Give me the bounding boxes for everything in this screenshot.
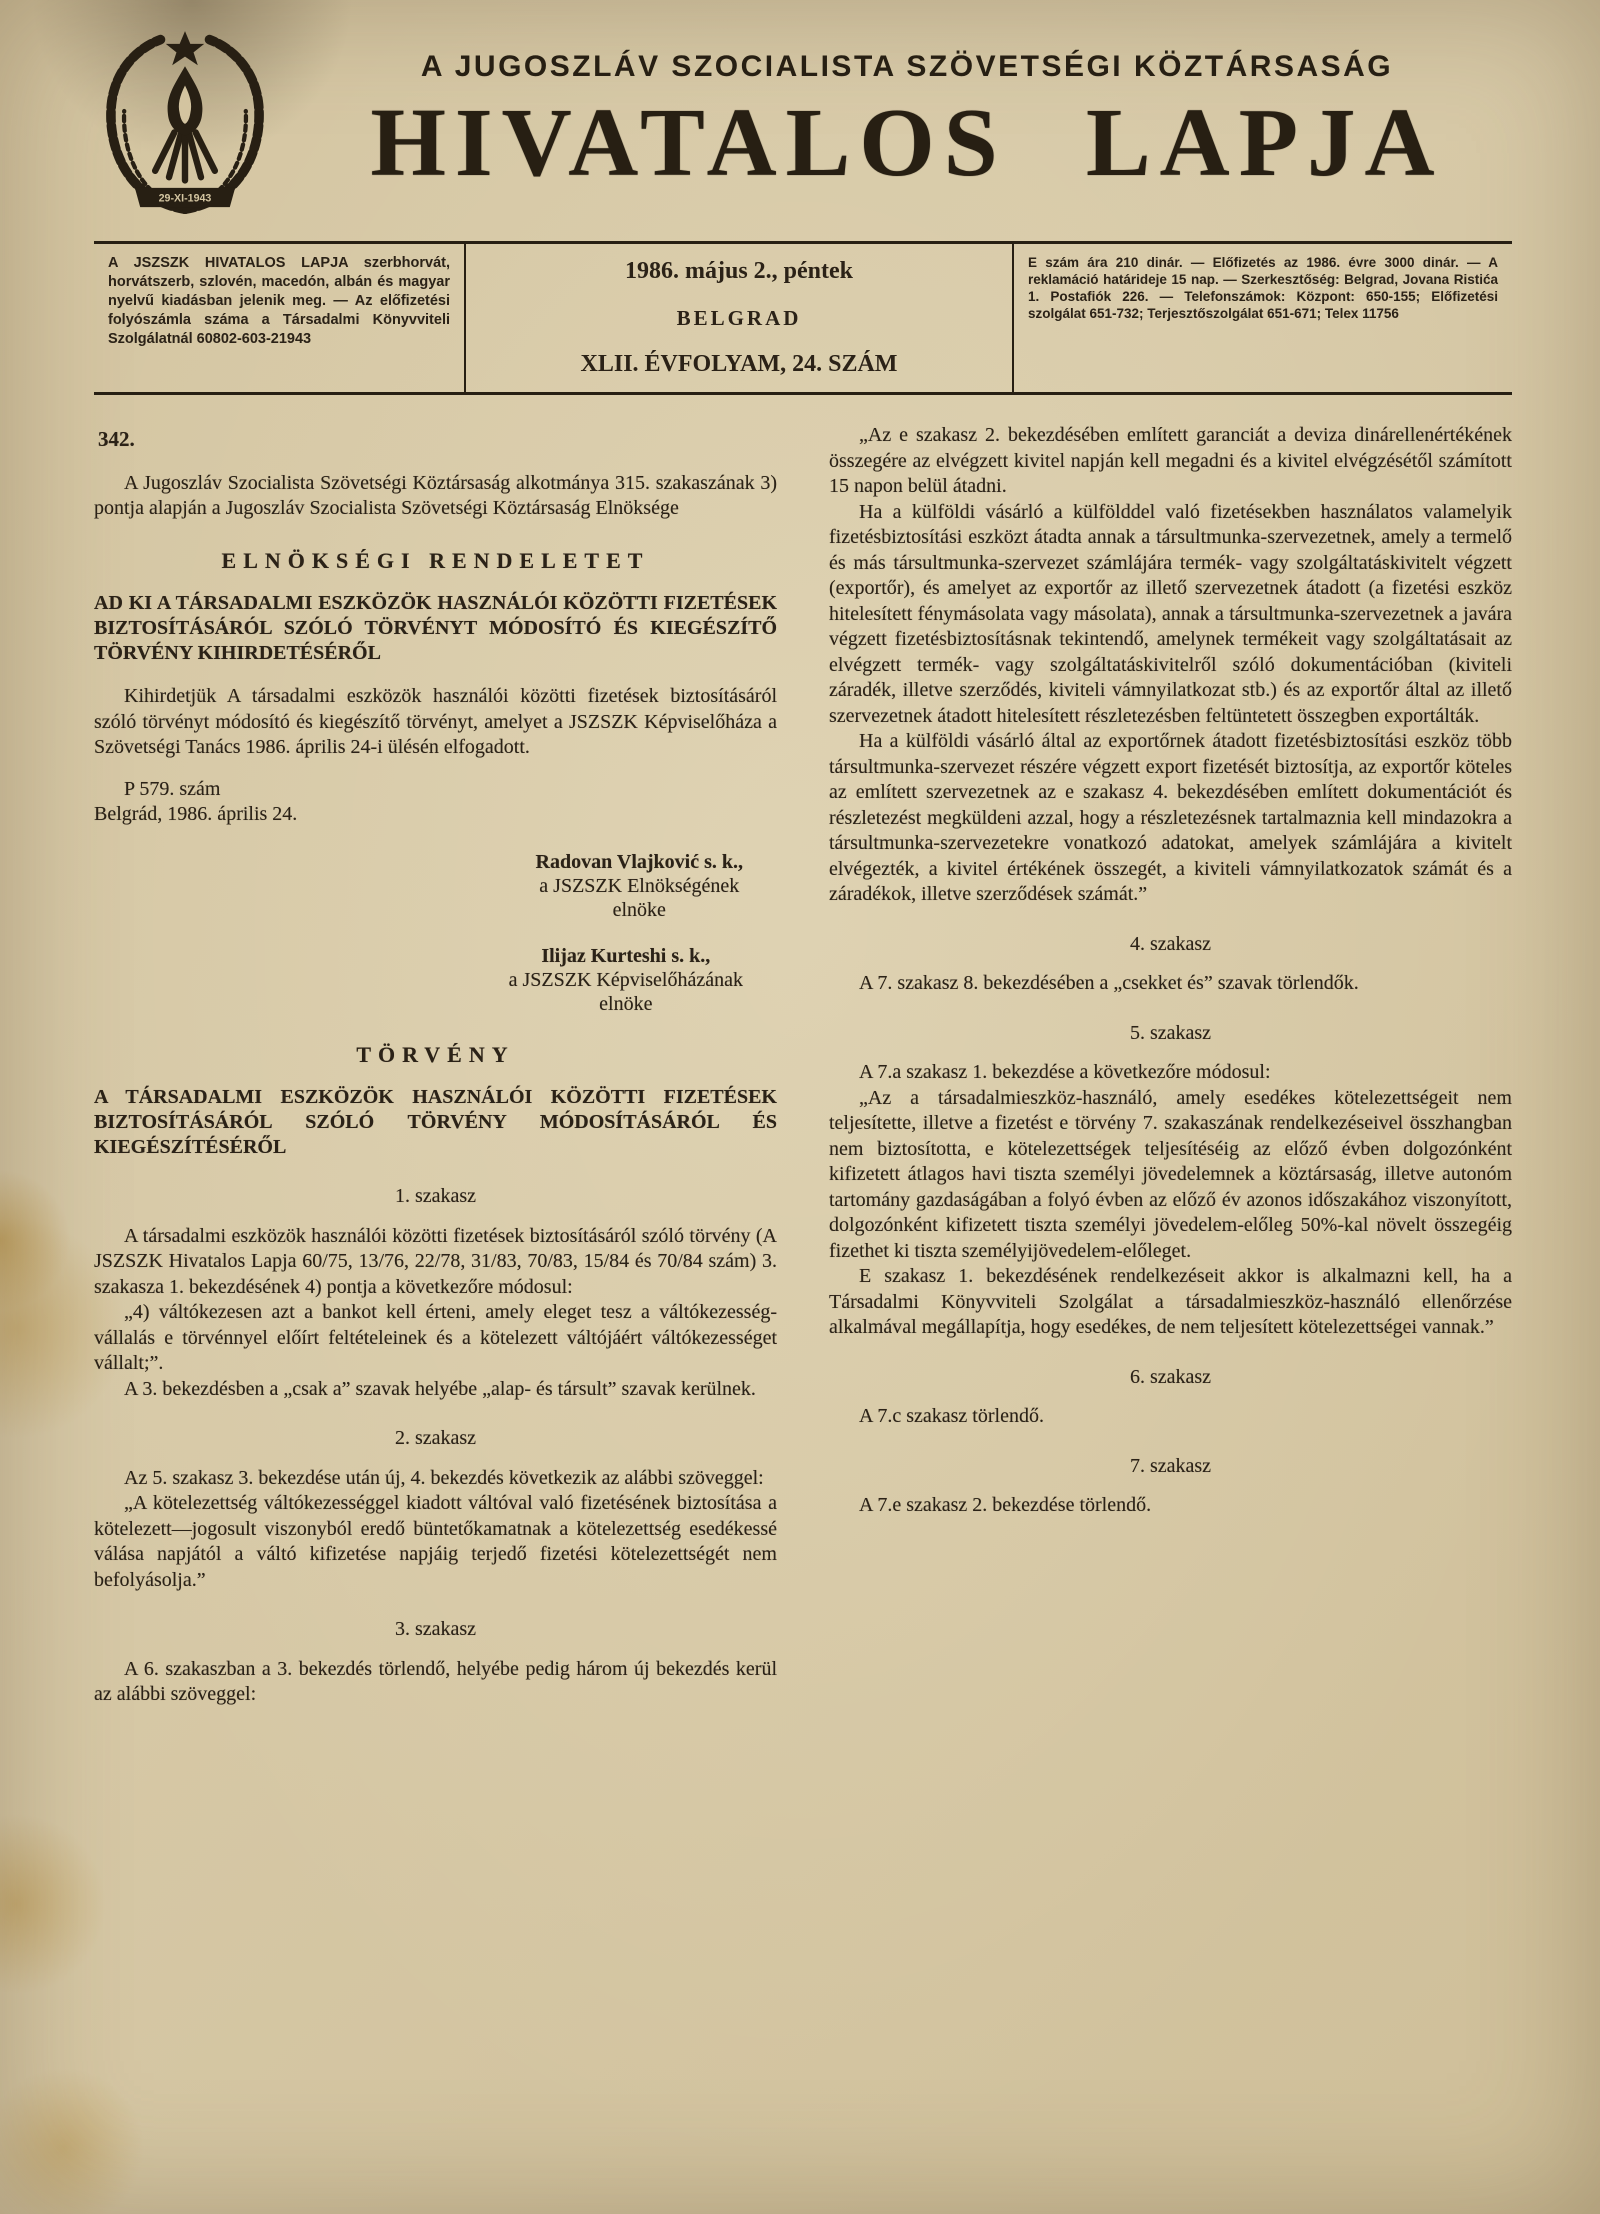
- coat-of-arms-svg: [94, 30, 276, 222]
- paragraph: Kihirdetjük A társadalmi eszközök használói közötti fizetések biztosításáról szóló törvényt módosító és kiegészítő törvényt, amelyet a JSZSZK Képviselőháza a Szövetségi Tanács 1986. április 24-i ülésén elfogadott.: [94, 685, 777, 758]
- price-and-contact-info: E szám ára 210 dinár. — Előfizetés az 1986. évre 3000 dinár. — A reklamáció határideje 15 nap. — Szerkesztőség: Belgrad, Jovana Ristića 1. Postafiók 226. — Telefonszámok: Központ: 650-155; Előfizetési szolgálat 651-732; Terjesztőszolgálat 651-671; Telex 11756: [1012, 244, 1512, 392]
- gazette-subtitle: A JUGOSZLÁV SZOCIALISTA SZÖVETSÉGI KÖZTÁRSASÁG: [420, 50, 1394, 83]
- signatory-title: a JSZSZK Elnökségének: [539, 874, 740, 897]
- issue-date: 1986. május 2., péntek: [624, 258, 853, 284]
- issue-info: [466, 244, 1012, 392]
- signature-speaker: [509, 944, 743, 1016]
- publication-info: A JSZSZK HIVATALOS LAPJA szerbhorvát, horvátszerb, szlovén, macedón, albán és magyar nyelvű kiadásban jelenik meg. — Az előfizetési folyószámla száma a Társadalmi Könyvviteli Szolgálatnál 60802-603-21943: [94, 244, 466, 392]
- section-heading: 7. szakasz: [1129, 1454, 1212, 1477]
- signatory-name: Ilijaz Kurteshi s. k.,: [541, 944, 711, 967]
- ribbon-date: 29-XI-1943: [158, 192, 212, 205]
- issue-number: XLII. ÉVFOLYAM, 24. SZÁM: [580, 351, 898, 377]
- issue-city: BELGRAD: [676, 305, 802, 330]
- paragraph: A 7. szakasz 8. bekezdésében a „csekket és” szavak törlendők.: [859, 972, 1359, 994]
- paragraph: A 7.e szakasz 2. bekezdése törlendő.: [859, 1494, 1152, 1516]
- star-icon: [166, 31, 204, 65]
- document-number: P 579. szám: [124, 777, 221, 800]
- paragraph: Az 5. szakasz 3. bekezdése után új, 4. bekezdés következik az alábbi szöveggel:: [124, 1466, 764, 1489]
- article-number: 342.: [98, 427, 135, 451]
- law-heading: TÖRVÉNY: [356, 1041, 515, 1067]
- yugoslav-coat-of-arms-icon: [94, 30, 276, 227]
- paragraph: „A kötelezettség váltókezességgel kiadott váltóval való fizetésének biztosítása a kötelezett—jogosult viszonyból eredő büntetőkamatnak a kötelezettség esedékessé válása napjától a váltó kifizetése napjáig terjedő fizetési kötelezettségét nem befolyásolja.”: [94, 1492, 777, 1591]
- section-heading: 6. szakasz: [1129, 1365, 1212, 1388]
- signatory-name: Radovan Vlajković s. k.,: [535, 850, 743, 873]
- section-heading: 1. szakasz: [394, 1185, 477, 1207]
- paragraph: A 6. szakaszban a 3. bekezdés törlendő, helyébe pedig három új bekezdés kerül az alábbi szöveggel:: [94, 1657, 777, 1705]
- paragraph: A 7.c szakasz törlendő.: [859, 1405, 1044, 1427]
- paragraph: A társadalmi eszközök használói közötti fizetések biztosításáról szóló törvény (A JSZSZK Hivatalos Lapja 60/75, 13/76, 22/78, 31/83, 70/83, 15/84 és 70/84 szám) 3. szakasza 1. bekezdésének 4) pontja a következőre módosul:: [94, 1224, 777, 1298]
- section-heading: 4. szakasz: [1129, 932, 1212, 955]
- left-column: [94, 423, 777, 1708]
- paragraph: A 7.a szakasz 1. bekezdése a következőre módosul:: [859, 1061, 1271, 1083]
- paragraph: A 3. bekezdésben a „csak a” szavak helyébe „alap- és társult” szavak kerülnek.: [124, 1377, 756, 1400]
- paragraph: „Az a társadalmieszköz-használó, amely esedékes kötelezettségeit nem teljesítette, illetve a fizetést e törvény 7. szakaszának rendelkezéseivel összhangban nem biztosította, e kötelezettségek teljesítéséig az előző évben dolgozónként kifizetett átlagos havi tiszta személyi jövedelemnek a köztársaság, illetve autonóm tartomány gazdaságában a folyó évben az előző év azonos időszakához viszonyított, dolgozónként kifizetett tiszta személyi jövedelem-előleg 50%-kal növelt összegéig fizethet ki tiszta személyijövedelem-előleget.: [829, 1086, 1512, 1262]
- place-date: Belgrád, 1986. április 24.: [94, 803, 298, 825]
- gazette-title: HIVATALOS LAPJA: [370, 89, 1444, 196]
- section-heading: 5. szakasz: [1129, 1021, 1212, 1044]
- signatory-title: elnöke: [612, 898, 666, 921]
- paragraph: „Az e szakasz 2. bekezdésében említett garanciát a deviza dinárellenértékének összegére az elvégzett kivitel napján kell megadni és a kivitel elvégzésétől számított 15 napon belül átadni.: [829, 424, 1512, 497]
- signature-president: [536, 850, 743, 922]
- paragraph: A Jugoszláv Szocialista Szövetségi Köztársaság alkotmánya 315. szakaszának 3) pontja alapján a Jugoszláv Szocialista Szövetségi Köztársaság Elnöksége: [94, 471, 777, 519]
- signatory-title: a JSZSZK Képviselőházának: [508, 968, 743, 991]
- paragraph: „4) váltókezesen azt a bankot kell érteni, amely eleget tesz a váltókezesség-vállalás e törvénnyel előírt feltételeinek és a kötelezett váltójáért váltókezességet vállalt;”.: [94, 1301, 777, 1374]
- signatory-title: elnöke: [599, 992, 653, 1015]
- info-bar: [94, 241, 1512, 395]
- paragraph: Ha a külföldi vásárló által az exportőrnek átadott fizetésbiztosítási eszköz több társultmunka-szervezet részére végzett export fizetését biztosítja, az exportőr köteles az említett szervezetnek az e szakasz 4. bekezdésében említett dokumentációt és részletezést megküldeni azzal, hogy a részletezésnek tartalmaznia kell mindazokra a társultmunka-szervezetekre vonatkozó adatokat, amelyek számlájára a kivitelt elvégezték, a kivitel értékének összegét, a kiviteli vámnyilatkozatok számát és a záradékok, illetve szerződések számát.”: [829, 730, 1512, 905]
- law-title: A TÁRSADALMI ESZKÖZÖK HASZNÁLÓI KÖZÖTTI FIZETÉSEK BIZTOSÍTÁSÁRÓL SZÓLÓ TÖRVÉNY MÓDOSÍTÁSÁRÓL ÉS KIEGÉSZÍTÉSÉRŐL: [94, 1086, 777, 1158]
- decree-heading: ELNÖKSÉGI RENDELETET: [221, 547, 650, 573]
- masthead: [94, 30, 1512, 227]
- section-heading: 2. szakasz: [394, 1427, 477, 1449]
- masthead-titles: [302, 30, 1512, 194]
- paragraph: E szakasz 1. bekezdésének rendelkezéseit akkor is alkalmazni kell, ha a Társadalmi Könyvviteli Szolgálat a társadalmieszköz-használó ellenőrzése alkalmával megállapítja, hogy esedékes, de nem teljesített kötelezettségei vannak.”: [829, 1265, 1512, 1338]
- paragraph: Ha a külföldi vásárló a külfölddel való fizetésekben használatos valamelyik fizetésbiztosítási eszközt átadta annak a társultmunka-szervezetnek, amely a termelő és más társultmunka-szervezet számlájára termék- vagy szolgáltatáskivitelt végzett (exportőr), és amelyet az exportőr az illető szervezetnek átadott (a fizetési eszköz hitelesített fénymásolata vagy másolata), annak a társultmunka-szervezetnek a javára végzett fizetésbiztosításnak tekintendő, amelynek termékeit vagy szolgáltatásait az elvégzett termék- vagy szolgáltatáskivitelről szóló dokumentációban (kiviteli záradék, illetve szerződés, kiviteli vámnyilatkozat stb.) és az exportőr által az illető szervezetnek átadott hitelesített részletezésben feltüntetett összegben exportálták.: [829, 500, 1512, 727]
- decree-title: AD KI A TÁRSADALMI ESZKÖZÖK HASZNÁLÓI KÖZÖTTI FIZETÉSEK BIZTOSÍTÁSÁRÓL SZÓLÓ TÖRVÉNYT MÓDOSÍTÓ ÉS KIEGÉSZÍTŐ TÖRVÉNY KIHIRDETÉSÉRŐL: [94, 592, 777, 664]
- article-body: [94, 423, 1512, 1708]
- right-column: [829, 423, 1512, 1708]
- section-heading: 3. szakasz: [394, 1618, 477, 1640]
